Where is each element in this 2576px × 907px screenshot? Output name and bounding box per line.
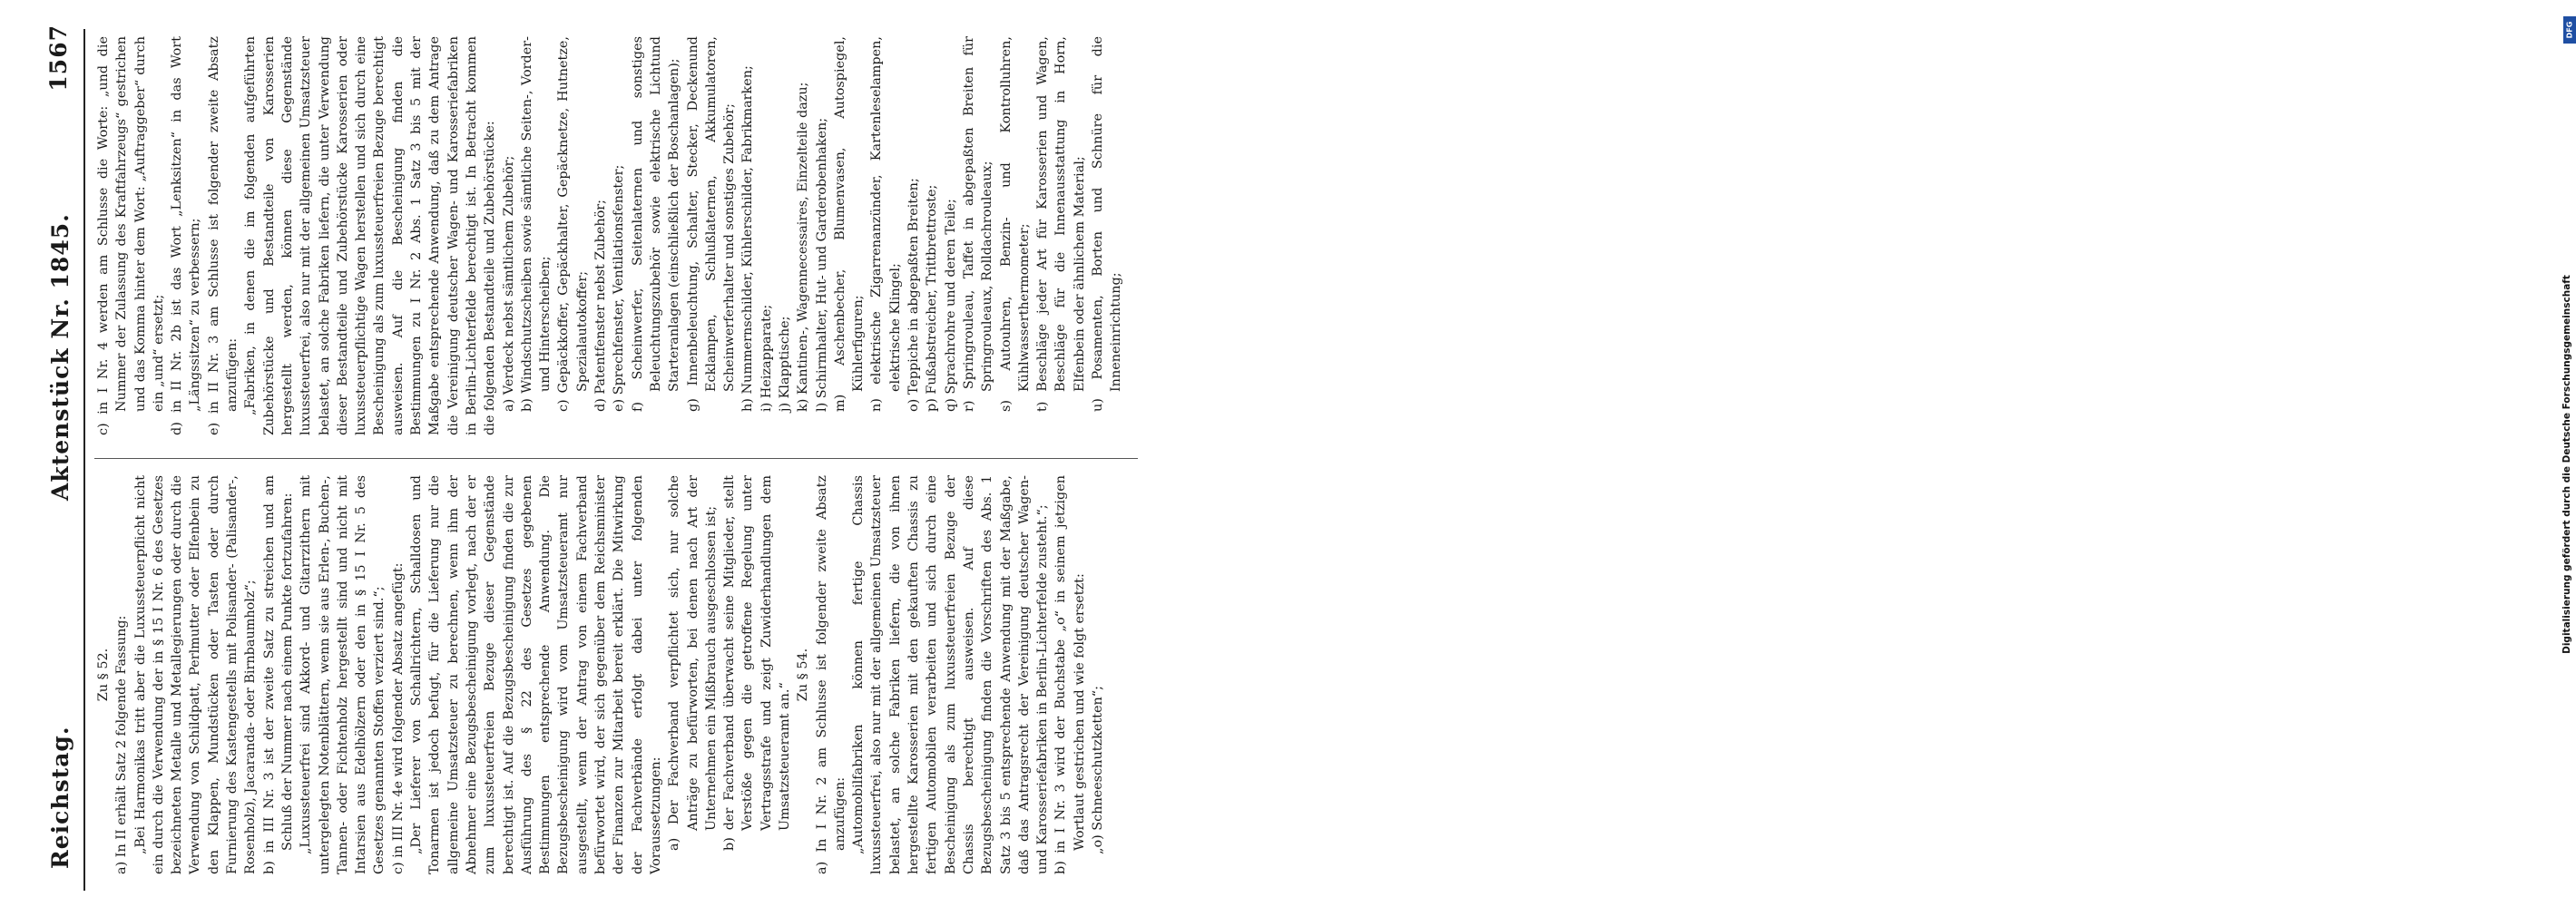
list-item: c) in III Nr. 4e wird folgender Absatz angefügt: — [390, 562, 406, 874]
sub-item: b) der Fachverband überwacht seine Mitglieder, stellt Verstöße gegen die getroffene Regelung unter Vertragsstrafe und zeigt Zuwiderhandlungen dem Umsatzsteueramt an.“ — [722, 475, 792, 851]
paragraph: „o) Schneeschutzketten“; — [1091, 686, 1106, 854]
sub-item: m) Aschenbecher, Blumenvasen, Autospiegel, Kühlerfiguren; — [832, 36, 867, 412]
right-column — [94, 36, 1126, 435]
paragraph: „Automobilfabriken können fertige Chassis luxussteuerfrei, also nur mit der allgemeinen Umsatzsteuer belastet, an solche Fabriken liefern, die von ihnen hergestellte Karosserien mit den gekauften Chassis zu fertigen Automobilen verarbeiten und sich durch eine Bescheinigung als zum luxussteuerfreien Bezuge der Chassis berechtigt ausweisen. Auf diese Bezugsbescheinigung finden die Vorschriften des Abs. 1 Satz 3 bis 5 entsprechende Anwendung mit der Maßgabe, daß das Antragsrecht der Vereinigung deutscher Wagen- und Karosseriefabriken in Berlin-Lichterfelde zusteht.“; — [851, 475, 1051, 874]
header-left: Reichstag. — [47, 726, 73, 869]
sub-item: l) Schirmhalter, Hut- und Garderobenhaken; — [814, 117, 829, 412]
sub-item: s) Autouhren, Benzin- und Kontrolluhren, Kühlwasserthermometer; — [998, 36, 1032, 412]
sub-item: a) Verdeck nebst sämtlichem Zubehör; — [501, 155, 516, 412]
sub-item: o) Teppiche in abgepaßten Breiten; — [906, 178, 922, 412]
page-header — [42, 24, 78, 882]
sub-item: h) Nummernschilder, Kühlerschilder, Fabrikmarken; — [740, 65, 756, 412]
digitization-note-text: Digitalisierung gefördert durch die Deutsche Forschungsgemeinschaft — [2561, 275, 2572, 654]
left-column — [94, 475, 1107, 874]
digitization-note — [1278, 11, 2574, 896]
sub-item: r) Springrouleau, Taffet in abgepaßten Breiten für Springrouleaux, Rolldachrouleaux; — [961, 36, 995, 412]
sub-item: n) elektrische Zigarrenanzünder, Kartenleselampen, elektrische Klingel; — [869, 36, 903, 412]
paragraph: „Der Lieferer von Schallrichtern, Schalldosen und Tonarmen ist jedoch befugt, für die Lieferung nur die allgemeine Umsatzsteuer zu berechnen, wenn ihm der Abnehmer eine Bezugsbescheinigung vorlegt, nach der er zum luxussteuerfreien Bezuge dieser Gegenstände berechtigt ist. Auf die Bezugsbescheinigung finden die zur Ausführung des § 22 des Gesetzes gegebenen Bestimmungen entsprechende Anwendung. Die Bezugsbescheinigung wird vom Umsatzsteueramt nur ausgestellt, wenn der Antrag von einem Fachverband befürwortet wird, der sich gegenüber dem Reichsminister der Finanzen zur Mitarbeit bereit erklärt. Die Mitwirkung der Fachverbände erfolgt dabei unter folgenden Voraussetzungen: — [409, 475, 663, 874]
sub-item: q) Sprachrohre und deren Teile; — [943, 199, 958, 412]
column-divider — [94, 458, 1138, 459]
list-item: e) in II Nr. 3 am Schlusse ist folgender zweite Absatz anzufügen: — [206, 36, 240, 435]
page-number: 1567 — [45, 24, 72, 92]
sub-item: i) Heizapparate; — [759, 304, 774, 412]
sub-item: f) Scheinwerfer, Seitenlaternen und sonstiges Beleuchtungszubehör sowie elektrische Lichtund Starteranlagen (einschließlich der Boschanlagen); — [630, 36, 682, 412]
section-heading: Zu § 52. — [96, 648, 111, 702]
paragraph: „Fabriken, in denen die im folgenden aufgeführten Zubehörstücke und Bestandteile von Karosserien hergestellt werden, können diese Gegenstände luxussteuerfrei, also nur mit der allgemeinen Umsatzsteuer belastet, an solche Fabriken liefern, die unter Verwendung dieser Bestandteile und Zubehörstücke Karosserien oder luxussteuerpflichtige Wagen herstellen und sich durch eine Bescheinigung als zum luxussteuerfreien Bezuge berechtigt ausweisen. Auf die Bescheinigung finden die Bestimmungen zu I Nr. 2 Abs. 1 Satz 3 bis 5 mit der Maßgabe entsprechende Anwendung, daß zu dem Antrage die Vereinigung deutscher Wagen- und Karosseriefabriken in Berlin-Lichterfelde berechtigt ist. In Betracht kommen die folgenden Bestandteile und Zubehörstücke: — [243, 36, 498, 435]
paragraph: „Bei Harmonikas tritt aber die Luxussteuerpflicht nicht ein durch die Verwendung der in § 15 I Nr. 6 des Gesetzes bezeichneten Metalle und Metallegierungen oder durch die Verwendung von Schildpatt, Perlmutter oder Elfenbein zu den Klappen, Mundstücken oder Tasten oder durch Furnierung des Kastengestells mit Polisander- (Palisander-, Rosenholz), Jacaranda- oder Birnbaumholz“; — [132, 475, 259, 874]
sub-item: a) Der Fachverband verpflichtet sich, nur solche Anträge zu befürworten, bei denen nach Art der Unternehmen ein Mißbrauch ausgeschlossen ist; — [667, 475, 719, 851]
list-item: c) in I Nr. 4 werden am Schlusse die Worte: „und die Nummer der Zulassung des Kraftfahrzeugs“ gestrichen und das Komma hinter dem Wort: „Auftraggeber“ durch ein „und“ ersetzt; — [96, 36, 166, 435]
section-heading: Zu § 54. — [796, 648, 811, 702]
sub-item: d) Patentfenster nebst Zubehör; — [593, 199, 609, 412]
sub-item: c) Gepäckkoffer, Gepäckhalter, Gepäcknetze, Hutnetze, Spezialautokoffer; — [556, 36, 590, 412]
list-item: d) in II Nr. 2b ist das Wort „Lenksitzen“ in das Wort „Längssitzen“ zu verbessern; — [170, 36, 203, 435]
sub-item: t) Beschläge jeder Art für Karosserien und Wagen, Beschläge für die Innenausstattung in Horn, Elfenbein oder ähnlichem Material; — [1035, 36, 1087, 412]
sub-item: g) Innenbeleuchtung, Schalter, Stecker, Deckenund Ecklampen, Schlußlaternen, Akkumulatoren, Scheinwerferhalter und sonstiges Zubehör; — [685, 36, 738, 412]
sub-item: p) Fußabstreicher, Trittbrettroste; — [925, 184, 940, 412]
dfg-logo: DFG — [2563, 16, 2576, 44]
sub-item: b) Windschutzscheiben sowie sämtliche Seiten-, Vorder- und Hinterscheiben; — [519, 36, 553, 412]
paragraph: „Luxussteuerfrei sind Akkord- und Gitarrzithern mit untergelegten Notenblättern, wenn sie aus Erlen-, Buchen-, Tannen- oder Fichtenholz hergestellt sind und nicht mit Intarsien aus Edelhölzern oder den in § 15 I Nr. 5 des Gesetzes genannten Stoffen verziert sind.“; — [299, 475, 387, 874]
sub-item: u) Posamenten, Borten und Schnüre für die Inneneinrichtung; — [1091, 36, 1124, 412]
sub-item: k) Kantinen-, Wagennecessaires, Einzelteile dazu; — [796, 82, 811, 412]
list-item: a) In I Nr. 2 am Schlusse ist folgender zweite Absatz anzufügen: — [814, 475, 847, 874]
list-item: b) in I Nr. 3 wird der Buchstabe „o“ in seinem jetzigen Wortlaut gestrichen und wie folgt ersetzt: — [1053, 475, 1087, 874]
list-item: a) In II erhält Satz 2 folgende Fassung: — [114, 615, 130, 874]
sub-item: e) Sprechfenster, Ventilationsfenster; — [612, 164, 627, 412]
header-rule — [83, 29, 85, 891]
header-center: Aktenstück Nr. 1845. — [47, 213, 73, 501]
list-item: b) in III Nr. 3 ist der zweite Satz zu streichen und am Schluß der Nummer nach einem Punkte fortzufahren: — [261, 475, 295, 874]
sub-item: j) Klapptische; — [777, 316, 792, 412]
